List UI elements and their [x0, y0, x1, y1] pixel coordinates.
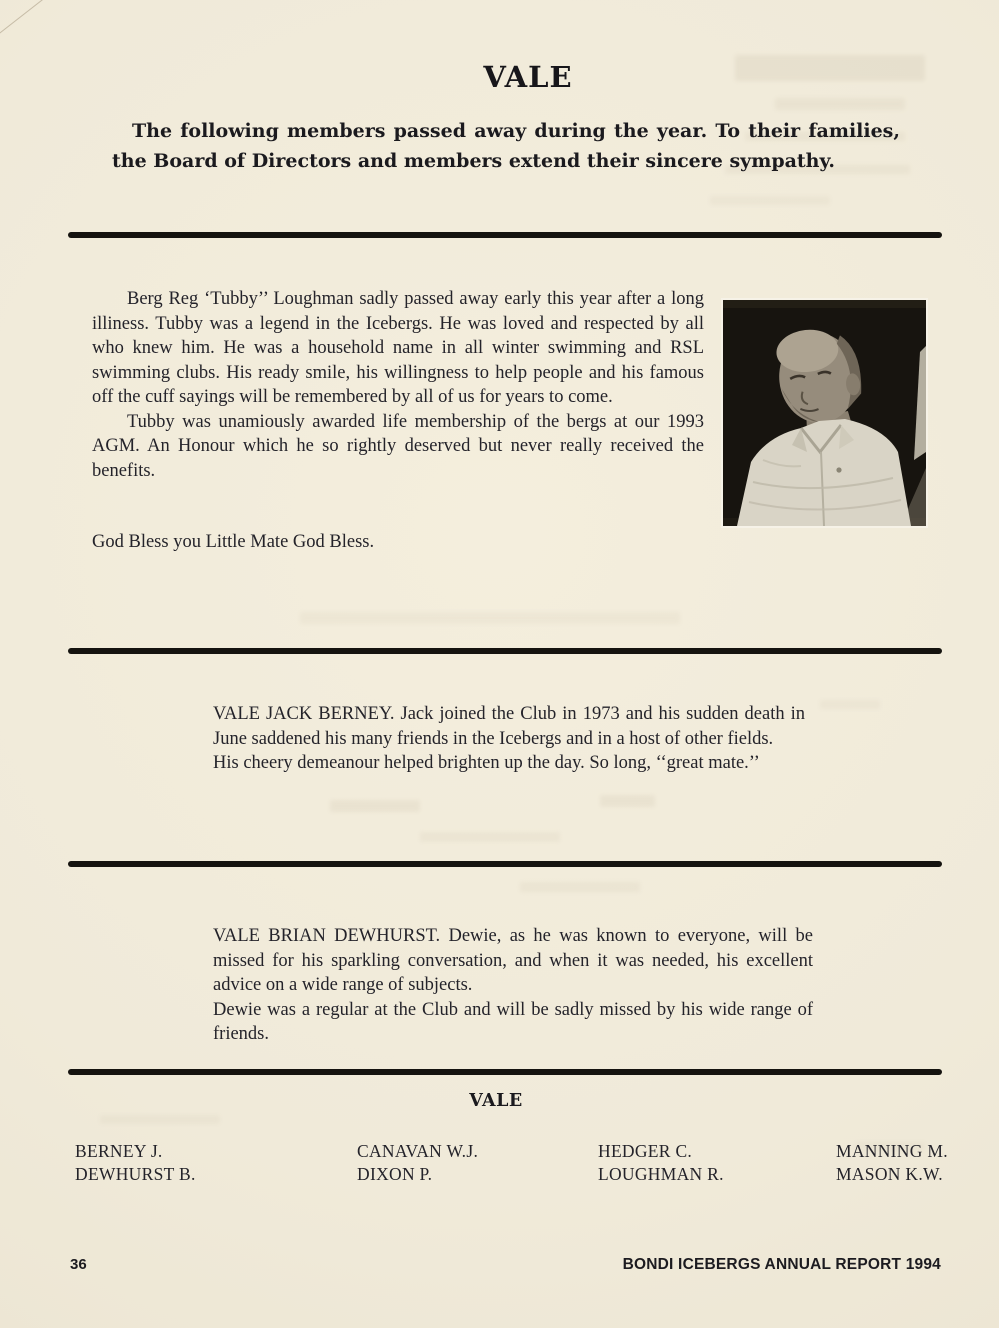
dewhurst-paragraph-2: Dewie was a regular at the Club and will be sadly missed by his wide range of friends.	[213, 999, 813, 1044]
vale-name: CANAVAN W.J.	[357, 1141, 479, 1161]
report-footer-title: BONDI ICEBERGS ANNUAL REPORT 1994	[622, 1256, 941, 1273]
vale-name: MANNING M.	[836, 1141, 948, 1161]
page-title: VALE	[483, 60, 573, 94]
vale-name: DIXON P.	[357, 1164, 433, 1184]
vale-name: DEWHURST B.	[75, 1164, 196, 1184]
bleed-through-artifact	[520, 882, 640, 892]
berney-paragraph-1: VALE JACK BERNEY. Jack joined the Club in 1973 and his sudden death in June saddened his many friends in the Icebergs and in a host of other fields.	[213, 704, 805, 749]
bleed-through-artifact	[820, 700, 880, 709]
vale-name-column	[75, 1140, 196, 1186]
bleed-through-artifact	[775, 98, 905, 110]
divider-rule	[68, 1069, 942, 1075]
page-number: 36	[70, 1256, 87, 1273]
berney-paragraph-2: His cheery demeanour helped brighten up the day. So long, ‘‘great mate.’’	[213, 753, 760, 773]
bleed-through-artifact	[735, 55, 925, 81]
blessing-line: God Bless you Little Mate God Bless.	[92, 532, 375, 552]
vale-name: MASON K.W.	[836, 1164, 943, 1184]
loughman-obituary	[92, 287, 704, 483]
dewhurst-obituary	[213, 924, 813, 1047]
bleed-through-artifact	[100, 1115, 220, 1124]
memorial-photo	[723, 300, 926, 526]
portrait-photo-illustration	[723, 300, 926, 526]
vale-name-column	[836, 1140, 948, 1186]
bleed-through-artifact	[600, 795, 655, 807]
bleed-through-artifact	[710, 196, 830, 205]
vale-name-column	[598, 1140, 724, 1186]
vale-name-column	[357, 1140, 478, 1186]
dewhurst-paragraph-1: VALE BRIAN DEWHURST. Dewie, as he was known to everyone, will be missed for his sparkling conversation, and when it was needed, his excellent advice on a wide range of subjects.	[213, 926, 813, 995]
loughman-paragraph-2: Tubby was unamiously awarded life membership of the bergs at our 1993 AGM. An Honour which he so rightly deserved but never really received the benefits.	[92, 411, 704, 481]
bleed-through-artifact	[300, 612, 680, 624]
vale-name: LOUGHMAN R.	[598, 1164, 724, 1184]
bleed-through-artifact	[420, 832, 560, 842]
bleed-through-artifact	[330, 800, 420, 812]
vale-name: BERNEY J.	[75, 1141, 163, 1161]
vale-list-heading: VALE	[469, 1091, 523, 1111]
loughman-paragraph-1: Berg Reg ‘Tubby’’ Loughman sadly passed away early this year after a long illiness. Tubby was a legend in the Icebergs. He was loved and respected by all who knew him. He was a household name in all winter swimming and RSL swimming clubs. His ready smile, his willingness to help people and his famous off the cuff sayings will be remembered by all of us for years to come.	[92, 289, 704, 407]
scan-crease-artifact	[0, 0, 49, 38]
vale-name: HEDGER C.	[598, 1141, 693, 1161]
divider-rule	[68, 861, 942, 867]
divider-rule	[68, 648, 942, 654]
intro-paragraph: The following members passed away during the year. To their families, the Board of Directors and members extend their sincere sympathy.	[112, 120, 900, 172]
berney-obituary	[213, 702, 805, 776]
divider-rule	[68, 232, 942, 238]
